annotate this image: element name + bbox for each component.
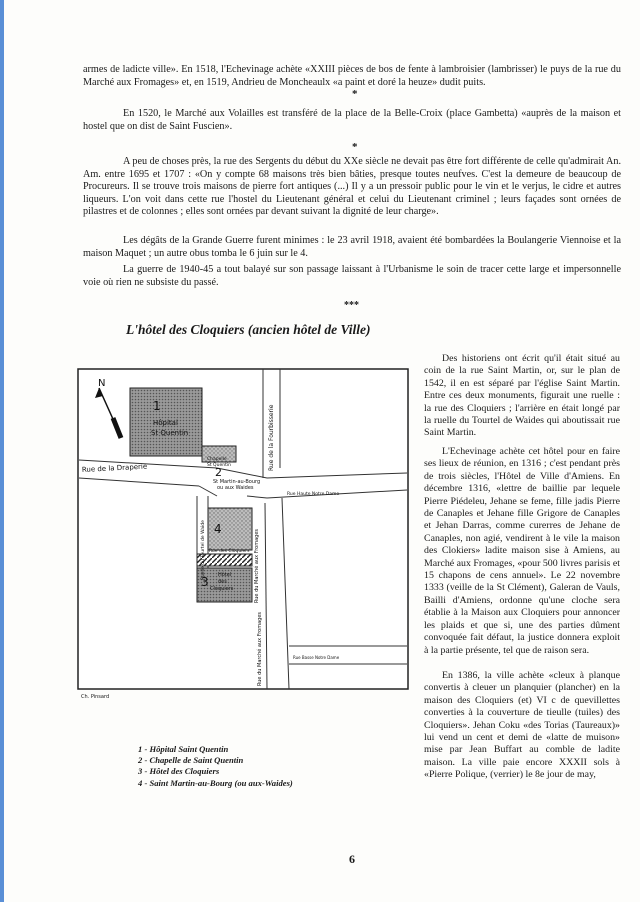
map-block-3-num: 3 — [201, 575, 209, 589]
street-ruelle-tourtel: Ruelle du Tourtel de Waide — [201, 520, 206, 580]
map-block-2-name2: St Quentin — [207, 463, 231, 468]
column-paragraph-2: L'Echevinage achète cet hôtel pour en faire ses lieux de réunion, en 1316 ; c'est pendant près de trois siècles, l'Hôtel de Ville d'Amiens. En décembre 1316, «lettre de baillie par lequele Pierre Piédeleu, Jehane se feme, fille jadis Pierre de Canaples et Jehane fille Grigore de Canaples et Jehan Darras, comme curerres de Jehane de Canaples, non agié, vendirent à le vile la maison des Clokiers» ladite maison sise à Amiens, au Marché aux Fromages, «pour 500 livres parisis et 15 chapons de cens annuel». Le 22 novembre 1333 (veille de la St Clément), Galeran de Vauls, Bailli d'Amiens, ordonne qu'une cloche sera établie à la Maison aux Cloquiers pour annoncer les plaids et que si, une des parties dûment convoquée fait défaut, la justice donnera exploit à la partie présente, tel que de raison sera. — [424, 446, 620, 656]
historical-map — [77, 368, 409, 732]
legend-item: 4 - Saint Martin-au-Bourg (ou aux-Waides) — [138, 777, 293, 788]
column-paragraph-1: Des historiens ont écrit qu'il était situé au coin de la rue Saint Martin, or, sur le plan de 1542, il en est séparé par l'église Saint Martin. Entre ces deux monuments, figurait une ruelle : la rue des Cloquiers ; l'arrière en était longé par la ruelle du Tourtel de Waides qui aboutissait rue Saint Martin. — [424, 353, 620, 439]
map-block-1-name2: St Quentin — [151, 429, 189, 437]
legend-item: 2 - Chapelle de Saint Quentin — [138, 755, 244, 766]
street-marche-fromages: Rue du Marché aux Fromages — [254, 528, 260, 603]
street-st-martin-1: St Martin-au-Bourg — [213, 479, 261, 485]
page-edge — [0, 0, 4, 902]
street-des-cloquiers: Rue des Cloquiers — [209, 549, 250, 554]
map-block-2-num: 2 — [215, 466, 222, 479]
section-title: L'hôtel des Cloquiers (ancien hôtel de Ville) — [126, 322, 371, 337]
map-legend — [138, 744, 293, 789]
street-marche-fromages-lower: Rue du Marché aux Fromages — [257, 611, 263, 686]
street-draperie: Rue de la Draperie — [81, 462, 148, 474]
map-block-4-num: 4 — [214, 522, 222, 536]
map-block-1-name1: Hôpital — [153, 419, 178, 427]
paragraph-4: Les dégâts de la Grande Guerre furent minimes : le 23 avril 1918, avaient été bombardées la Boulangerie Viennoise et la maison Maquet ; un autre obus tomba le 6 juin sur le 4. — [83, 235, 621, 259]
north-label: N — [98, 378, 106, 389]
separator-star-1: * — [352, 88, 358, 100]
legend-item: 1 - Hôpital Saint Quentin — [138, 744, 229, 754]
street-fourbisserie: Rue de la Fourbisserie — [268, 404, 275, 471]
legend-item: 3 - Hôtel des Cloquiers — [138, 766, 220, 777]
separator-triple-star: *** — [344, 300, 359, 311]
map-block-3-name1: Hôtel — [218, 572, 232, 578]
street-basse-notre-dame: Rue Basse Notre Dame — [293, 655, 340, 660]
separator-star-2: * — [352, 141, 358, 153]
map-block-3-name2: des — [218, 579, 227, 585]
paragraph-1: armes de ladicte ville». En 1518, l'Echevinage achète «XXIII pièces de bos de fente à lambroisier (lambrisser) le puys de la rue du Marché aux Fromages» et, en 1519, Andrieu de Moncheaulx «a paint et doré la heuze» dudit puits. — [83, 64, 621, 88]
map-block-1-num: 1 — [153, 399, 161, 413]
page-number: 6 — [349, 852, 355, 866]
street-st-martin-2: ou aux Waides — [217, 485, 254, 491]
street-haute-notre-dame: Rue Haute Notre Dame — [287, 492, 340, 497]
map-block-2-name1: Chapelle — [207, 457, 227, 462]
map-credit: Ch. Pinsard — [81, 694, 110, 700]
paragraph-3: A peu de choses près, la rue des Sergents du début du XXe siècle ne devait pas être fort différente de celle qu'admirait An. Am. entre 1695 et 1707 : «On y compte 68 maisons très bien bâties, presque toutes neufves. C'est la demeure de beaucoup de Procureurs. Il se trouve trois maisons de pierre fort antiques (...) Il y a un pressoir public pour le vin et le verjus, le cidre et autres liqueurs. L'on voit dans cette rue l'hostel du Lieutenant général et celui du Lieutenant criminel ; leurs façades sont ornées de pilastres et de colonnes ; elles sont ornées par devant suivant la dignité de leur charge». — [83, 156, 621, 218]
paragraph-2: En 1520, le Marché aux Volailles est transféré de la place de la Belle-Croix (place Gambetta) «auprès de la maison et hostel que on dist de Saint Fuscien». — [83, 108, 621, 132]
map-block-3-name3: Cloquiers — [210, 586, 234, 592]
paragraph-5: La guerre de 1940-45 a tout balayé sur son passage laissant à l'Urbanisme le soin de tracer cette large et impersonnelle voie où rien ne subsiste du passé. — [83, 264, 621, 288]
column-paragraph-3: En 1386, la ville achète «cleux à planque convertis à cleuer un planquier (plancher) en la maison des Cloquiers (et) VI c de quevillettes converties à la couverture de tieulle (tuiles) des Cloquiers». Jehan Coku «des Torias (Taureaux)» lui vend un cent et demi de «latte de muison» mise par Jean Buffart au comble de ladite maison. La ville paie encore XXXII sols à «Pierre Polique, (verrier) le 8e jour de may, — [424, 670, 620, 781]
map-drawing — [77, 368, 409, 732]
